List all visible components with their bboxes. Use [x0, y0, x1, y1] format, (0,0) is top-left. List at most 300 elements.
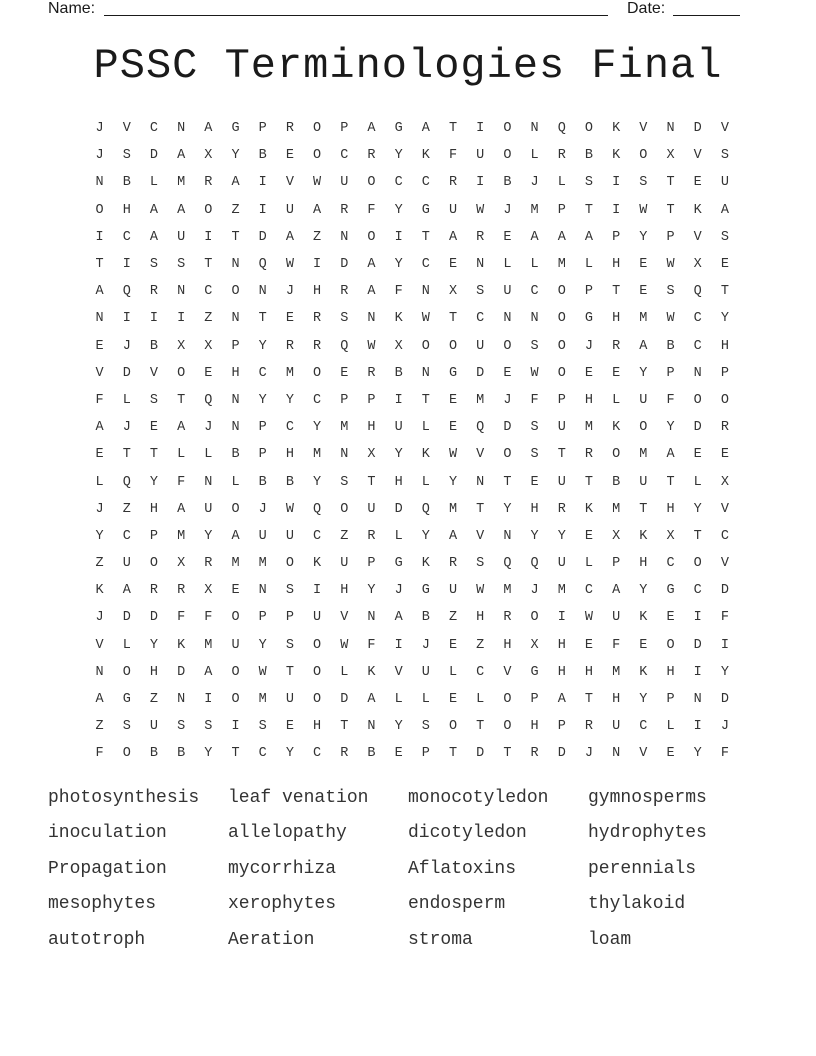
grid-letter: Y: [258, 637, 267, 653]
grid-letter: P: [666, 229, 675, 245]
grid-row: [86, 197, 734, 224]
grid-letter: Y: [503, 501, 512, 517]
grid-letter: U: [340, 175, 349, 191]
grid-letter: X: [530, 637, 539, 653]
grid-letter: T: [666, 474, 675, 490]
grid-row: [86, 550, 734, 577]
grid-letter: U: [639, 392, 648, 408]
grid-letter: W: [367, 338, 376, 354]
grid-letter: T: [476, 719, 485, 735]
grid-letter: N: [693, 692, 702, 708]
grid-letter: T: [612, 284, 621, 300]
grid-letter: O: [231, 501, 240, 517]
grid-letter: Y: [367, 583, 376, 599]
grid-letter: H: [557, 664, 566, 680]
grid-letter: J: [95, 610, 104, 626]
grid-letter: R: [149, 284, 159, 300]
grid-letter: O: [720, 392, 729, 408]
grid-letter: F: [177, 610, 186, 626]
grid-letter: K: [313, 556, 322, 572]
grid-letter: R: [448, 556, 458, 572]
grid-letter: H: [612, 311, 621, 327]
grid-letter: C: [530, 284, 539, 300]
grid-letter: R: [530, 746, 539, 762]
grid-letter: O: [557, 365, 566, 381]
grid-letter: S: [421, 719, 430, 735]
grid-letter: C: [149, 121, 159, 137]
grid-letter: F: [612, 637, 621, 653]
grid-letter: O: [530, 610, 539, 626]
grid-letter: C: [639, 719, 648, 735]
grid-letter: D: [476, 365, 485, 381]
grid-letter: M: [177, 528, 186, 544]
grid-letter: E: [639, 284, 648, 300]
grid-letter: U: [231, 637, 240, 653]
grid-letter: E: [149, 420, 159, 436]
grid-letter: D: [149, 148, 159, 164]
grid-letter: N: [177, 284, 186, 300]
grid-letter: Y: [720, 664, 729, 680]
grid-letter: B: [177, 746, 186, 762]
grid-letter: H: [530, 719, 539, 735]
grid-letter: I: [476, 121, 485, 137]
grid-row: [86, 632, 734, 659]
grid-row: [86, 414, 734, 441]
grid-letter: R: [285, 121, 294, 137]
grid-letter: M: [612, 501, 621, 517]
grid-letter: A: [421, 121, 430, 137]
grid-letter: J: [530, 583, 539, 599]
grid-letter: G: [394, 556, 403, 572]
grid-letter: U: [421, 664, 430, 680]
grid-letter: O: [503, 447, 512, 463]
grid-letter: W: [476, 202, 485, 218]
grid-letter: C: [476, 664, 485, 680]
grid-letter: P: [285, 610, 294, 626]
grid-letter: U: [340, 556, 349, 572]
grid-letter: B: [258, 474, 267, 490]
grid-letter: O: [639, 420, 648, 436]
grid-letter: Y: [231, 148, 240, 164]
grid-letter: T: [448, 746, 458, 762]
grid-letter: Y: [394, 202, 403, 218]
grid-letter: L: [612, 392, 621, 408]
grid-letter: X: [448, 284, 458, 300]
grid-letter: F: [177, 474, 186, 490]
grid-letter: V: [476, 528, 485, 544]
grid-letter: P: [557, 719, 566, 735]
word-bank: [48, 780, 768, 958]
grid-letter: R: [367, 148, 376, 164]
grid-row: [86, 441, 734, 468]
grid-letter: K: [421, 556, 430, 572]
grid-letter: Y: [285, 392, 294, 408]
grid-letter: S: [639, 175, 648, 191]
grid-letter: B: [231, 447, 240, 463]
grid-letter: T: [367, 474, 376, 490]
grid-letter: U: [122, 556, 131, 572]
grid-letter: J: [204, 420, 213, 436]
grid-letter: X: [666, 528, 675, 544]
grid-letter: H: [503, 637, 512, 653]
grid-letter: Y: [394, 719, 403, 735]
grid-letter: G: [231, 121, 240, 137]
grid-letter: I: [394, 392, 403, 408]
grid-letter: T: [421, 229, 430, 245]
grid-letter: M: [258, 692, 267, 708]
grid-letter: C: [666, 556, 675, 572]
grid-letter: L: [95, 474, 104, 490]
grid-letter: H: [666, 501, 675, 517]
grid-letter: O: [421, 338, 430, 354]
grid-letter: Q: [340, 338, 349, 354]
grid-letter: N: [367, 610, 376, 626]
grid-letter: P: [666, 365, 675, 381]
grid-letter: E: [448, 392, 458, 408]
grid-letter: B: [285, 474, 294, 490]
grid-letter: U: [557, 474, 566, 490]
grid-letter: Y: [448, 474, 458, 490]
grid-letter: D: [693, 121, 702, 137]
grid-letter: H: [231, 365, 240, 381]
grid-letter: O: [149, 556, 159, 572]
grid-letter: U: [448, 583, 458, 599]
grid-letter: L: [149, 175, 159, 191]
grid-letter: Y: [204, 746, 213, 762]
grid-letter: L: [584, 257, 594, 273]
grid-row: [86, 659, 734, 686]
grid-letter: A: [204, 121, 213, 137]
grid-letter: F: [95, 746, 104, 762]
grid-letter: V: [720, 121, 729, 137]
grid-letter: J: [584, 338, 594, 354]
grid-letter: N: [340, 447, 349, 463]
grid-letter: H: [313, 719, 322, 735]
grid-letter: W: [340, 637, 349, 653]
grid-letter: N: [177, 692, 186, 708]
grid-letter: L: [530, 148, 539, 164]
grid-letter: W: [476, 583, 485, 599]
grid-letter: L: [421, 474, 430, 490]
grid-letter: O: [448, 719, 458, 735]
grid-letter: A: [584, 229, 594, 245]
grid-letter: M: [557, 257, 566, 273]
word-bank-row: [48, 780, 768, 816]
grid-letter: S: [530, 338, 539, 354]
grid-letter: V: [693, 148, 702, 164]
grid-letter: L: [394, 528, 403, 544]
word-bank-item: thylakoid: [588, 894, 686, 915]
grid-letter: O: [557, 284, 566, 300]
grid-letter: J: [530, 175, 539, 191]
grid-letter: H: [367, 420, 376, 436]
grid-letter: A: [177, 420, 186, 436]
grid-letter: X: [693, 257, 702, 273]
grid-letter: G: [448, 365, 458, 381]
grid-letter: A: [448, 229, 458, 245]
grid-letter: S: [584, 175, 594, 191]
grid-letter: P: [258, 121, 267, 137]
grid-letter: O: [231, 610, 240, 626]
grid-letter: D: [476, 746, 485, 762]
grid-letter: Q: [204, 392, 213, 408]
grid-letter: A: [95, 420, 104, 436]
grid-letter: K: [177, 637, 186, 653]
grid-letter: A: [448, 528, 458, 544]
grid-letter: U: [476, 148, 485, 164]
grid-letter: M: [476, 392, 485, 408]
grid-letter: J: [95, 121, 104, 137]
grid-letter: N: [530, 121, 539, 137]
grid-letter: O: [340, 501, 349, 517]
grid-letter: S: [530, 420, 539, 436]
grid-letter: O: [557, 311, 566, 327]
grid-letter: I: [693, 610, 702, 626]
grid-letter: V: [693, 229, 702, 245]
grid-row: [86, 686, 734, 713]
grid-letter: I: [122, 257, 131, 273]
grid-letter: Z: [95, 556, 104, 572]
grid-letter: X: [612, 528, 621, 544]
grid-letter: D: [122, 610, 131, 626]
grid-letter: V: [720, 501, 729, 517]
grid-letter: E: [448, 637, 458, 653]
grid-letter: N: [666, 121, 675, 137]
grid-letter: Y: [639, 365, 648, 381]
grid-letter: T: [584, 474, 594, 490]
grid-letter: U: [204, 501, 213, 517]
grid-letter: P: [367, 392, 376, 408]
grid-letter: N: [421, 365, 430, 381]
grid-letter: Y: [530, 528, 539, 544]
grid-letter: N: [231, 257, 240, 273]
grid-letter: B: [149, 746, 159, 762]
grid-letter: A: [149, 202, 159, 218]
grid-letter: L: [557, 175, 566, 191]
grid-letter: U: [639, 474, 648, 490]
grid-letter: O: [367, 175, 376, 191]
grid-letter: A: [204, 664, 213, 680]
grid-letter: O: [693, 392, 702, 408]
grid-letter: I: [258, 202, 267, 218]
grid-row: [86, 251, 734, 278]
grid-letter: E: [584, 637, 594, 653]
grid-letter: Y: [394, 148, 403, 164]
grid-letter: N: [95, 664, 104, 680]
grid-letter: I: [394, 229, 403, 245]
grid-letter: V: [394, 664, 403, 680]
grid-letter: K: [612, 420, 621, 436]
grid-letter: Z: [340, 528, 349, 544]
grid-letter: N: [367, 719, 376, 735]
word-bank-item: hydrophytes: [588, 823, 707, 844]
grid-letter: O: [231, 692, 240, 708]
grid-letter: C: [313, 746, 322, 762]
grid-letter: E: [693, 175, 702, 191]
date-label: Date:: [627, 0, 666, 17]
grid-letter: S: [285, 637, 294, 653]
grid-letter: T: [557, 447, 566, 463]
grid-letter: O: [557, 338, 566, 354]
grid-letter: Y: [149, 474, 159, 490]
grid-letter: A: [557, 229, 566, 245]
grid-letter: C: [394, 175, 403, 191]
grid-letter: B: [666, 338, 675, 354]
grid-letter: A: [95, 692, 104, 708]
grid-letter: J: [122, 338, 131, 354]
grid-letter: L: [421, 420, 430, 436]
grid-letter: G: [122, 692, 131, 708]
grid-letter: I: [693, 664, 702, 680]
grid-letter: K: [693, 202, 702, 218]
grid-letter: K: [612, 148, 621, 164]
grid-letter: B: [612, 474, 621, 490]
grid-letter: S: [149, 392, 159, 408]
grid-letter: F: [394, 284, 403, 300]
grid-letter: J: [95, 501, 104, 517]
grid-letter: O: [367, 229, 376, 245]
grid-letter: N: [258, 284, 267, 300]
grid-letter: A: [177, 202, 186, 218]
grid-letter: P: [666, 692, 675, 708]
grid-letter: L: [340, 664, 349, 680]
grid-letter: Z: [313, 229, 322, 245]
word-bank-row: [48, 851, 768, 887]
grid-letter: S: [340, 474, 349, 490]
grid-letter: B: [503, 175, 512, 191]
grid-letter: A: [177, 501, 186, 517]
grid-letter: N: [693, 365, 702, 381]
grid-letter: D: [557, 746, 566, 762]
grid-letter: I: [476, 175, 485, 191]
grid-letter: N: [530, 311, 539, 327]
grid-letter: A: [367, 692, 376, 708]
grid-letter: X: [666, 148, 675, 164]
grid-letter: O: [313, 637, 322, 653]
grid-letter: G: [584, 311, 594, 327]
grid-letter: O: [503, 338, 512, 354]
grid-letter: F: [666, 392, 675, 408]
grid-row: [86, 142, 734, 169]
grid-row: [86, 713, 734, 740]
grid-letter: B: [584, 148, 594, 164]
grid-letter: T: [476, 501, 485, 517]
grid-letter: B: [421, 610, 430, 626]
grid-letter: C: [693, 338, 702, 354]
grid-letter: W: [285, 501, 294, 517]
grid-letter: L: [204, 447, 213, 463]
grid-letter: Y: [557, 528, 566, 544]
grid-letter: N: [476, 257, 485, 273]
grid-letter: R: [367, 528, 376, 544]
grid-letter: Y: [258, 338, 267, 354]
grid-letter: V: [639, 746, 648, 762]
grid-letter: H: [584, 392, 594, 408]
grid-letter: R: [340, 746, 349, 762]
grid-letter: R: [340, 284, 349, 300]
grid-letter: E: [448, 420, 458, 436]
grid-letter: R: [584, 719, 594, 735]
grid-letter: H: [612, 692, 621, 708]
grid-letter: S: [720, 229, 729, 245]
grid-letter: W: [530, 365, 539, 381]
grid-letter: U: [557, 420, 566, 436]
grid-letter: U: [313, 610, 322, 626]
grid-letter: L: [448, 664, 458, 680]
grid-letter: M: [557, 583, 566, 599]
grid-letter: M: [503, 583, 512, 599]
grid-letter: O: [503, 692, 512, 708]
grid-letter: Y: [693, 501, 702, 517]
grid-letter: S: [177, 257, 186, 273]
grid-letter: V: [503, 664, 512, 680]
word-bank-item: mesophytes: [48, 894, 157, 915]
grid-letter: T: [693, 528, 702, 544]
grid-letter: E: [530, 474, 539, 490]
grid-letter: P: [340, 392, 349, 408]
grid-letter: N: [612, 746, 621, 762]
grid-letter: T: [639, 501, 648, 517]
grid-letter: X: [367, 447, 376, 463]
grid-letter: R: [285, 338, 294, 354]
grid-letter: M: [639, 447, 648, 463]
grid-letter: S: [285, 583, 294, 599]
grid-letter: R: [149, 583, 159, 599]
grid-letter: F: [367, 637, 376, 653]
grid-letter: Y: [95, 528, 104, 544]
grid-letter: I: [95, 229, 104, 245]
grid-letter: P: [584, 284, 594, 300]
grid-letter: A: [177, 148, 186, 164]
grid-letter: F: [720, 746, 729, 762]
grid-letter: U: [394, 420, 403, 436]
grid-letter: I: [122, 311, 131, 327]
grid-letter: V: [639, 121, 648, 137]
grid-letter: T: [177, 392, 186, 408]
grid-letter: Y: [720, 311, 729, 327]
grid-letter: L: [530, 257, 539, 273]
grid-letter: I: [313, 257, 322, 273]
grid-letter: R: [557, 148, 566, 164]
grid-letter: G: [530, 664, 539, 680]
word-bank-item: allelopathy: [228, 823, 347, 844]
grid-letter: O: [313, 121, 322, 137]
grid-letter: Y: [204, 528, 213, 544]
word-bank-item: mycorrhiza: [228, 858, 337, 879]
grid-letter: I: [612, 202, 621, 218]
grid-letter: W: [285, 257, 294, 273]
grid-letter: S: [476, 284, 485, 300]
grid-letter: Q: [258, 257, 267, 273]
grid-letter: M: [639, 311, 648, 327]
grid-letter: P: [612, 229, 621, 245]
grid-letter: E: [693, 447, 702, 463]
grid-letter: P: [557, 202, 566, 218]
grid-row: [86, 387, 734, 414]
grid-letter: S: [177, 719, 186, 735]
word-bank-item: Aeration: [228, 929, 315, 950]
grid-letter: E: [720, 257, 729, 273]
grid-letter: P: [530, 692, 539, 708]
grid-letter: V: [95, 365, 104, 381]
word-bank-item: inoculation: [48, 823, 167, 844]
grid-letter: I: [394, 637, 403, 653]
grid-letter: V: [285, 175, 294, 191]
grid-letter: E: [231, 583, 240, 599]
grid-letter: M: [612, 664, 621, 680]
grid-letter: B: [122, 175, 131, 191]
grid-letter: P: [258, 420, 267, 436]
